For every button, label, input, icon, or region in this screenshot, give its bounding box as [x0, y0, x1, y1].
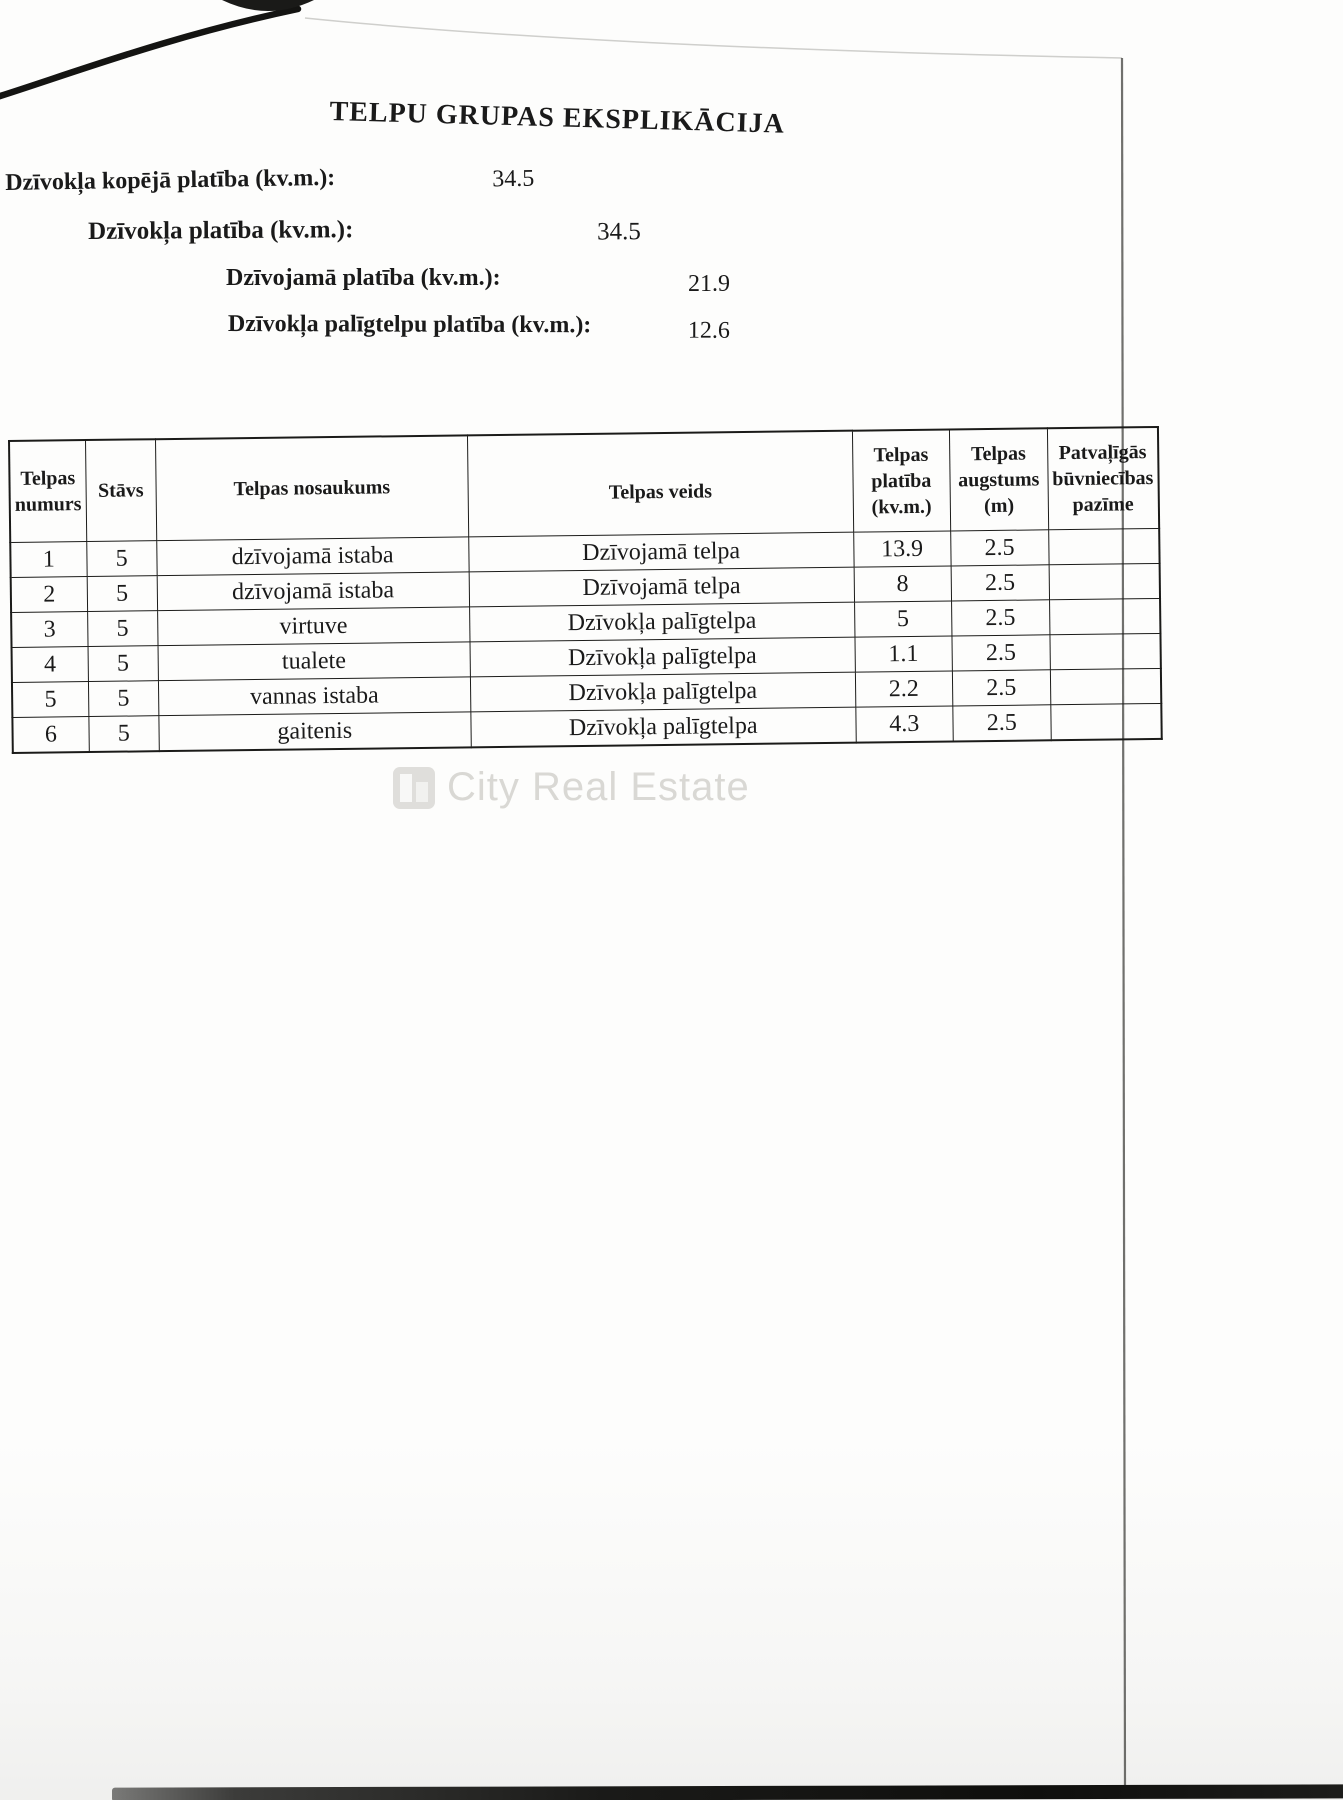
- watermark-text: City Real Estate: [447, 765, 750, 809]
- table-cell: 2.5: [952, 635, 1050, 671]
- table-cell: 5: [86, 541, 156, 577]
- logo-mark: [416, 782, 428, 802]
- table-cell: 2.5: [951, 600, 1049, 636]
- summary-row-auxiliary-area: [227, 311, 730, 344]
- table-header-cell-illegal-construction: Patvaļīgās būvniecības pazīme: [1047, 427, 1159, 530]
- table-cell: 1: [10, 542, 87, 578]
- table-cell: 13.9: [853, 531, 950, 567]
- summary-row-living-area: [226, 265, 730, 297]
- table-cell: 2.5: [952, 670, 1050, 706]
- table-cell: 1.1: [855, 636, 952, 672]
- table-cell: 2.2: [855, 671, 952, 707]
- summary-row-total-area: [5, 164, 535, 197]
- table-cell: 8: [854, 566, 951, 602]
- summary-row-apartment-area: [88, 216, 641, 246]
- table-cell: Dzīvokļa palīgtelpa: [471, 707, 856, 747]
- table-cell: 6: [12, 717, 89, 753]
- table-cell: 3: [11, 612, 88, 648]
- table-cell: [1051, 703, 1162, 740]
- table-header-cell-room-number: Telpas numurs: [9, 440, 86, 542]
- table-cell: 2.5: [950, 530, 1048, 566]
- table-cell: 4.3: [856, 706, 953, 743]
- table-cell: Dzīvokļa palīgtelpa: [470, 672, 855, 712]
- summary-value: 34.5: [597, 218, 641, 246]
- table-cell: Dzīvokļa palīgtelpa: [469, 602, 854, 642]
- table-cell: dzīvojamā istaba: [156, 537, 468, 576]
- table-cell: 5: [12, 682, 89, 718]
- summary-label: Dzīvokļa palīgtelpu platība (kv.m.):: [227, 311, 592, 339]
- table-header-cell-floor: Stāvs: [85, 439, 156, 541]
- table-cell: 2.5: [953, 705, 1051, 742]
- summary-value: 12.6: [687, 317, 730, 344]
- table-cell: gaitenis: [159, 712, 471, 751]
- table-cell: vannas istaba: [158, 677, 470, 716]
- page-right-edge-line: [1122, 58, 1125, 1788]
- page-top-edge-line: [305, 18, 1122, 58]
- table-header-cell-room-height: Telpas augstums (m): [949, 428, 1048, 531]
- summary-value: 21.9: [688, 271, 730, 297]
- logo-mark: [400, 774, 412, 802]
- table-cell: [1049, 563, 1160, 599]
- table-cell: 4: [12, 647, 89, 683]
- table-cell: dzīvojamā istaba: [157, 572, 469, 611]
- table-header-cell-room-name: Telpas nosaukums: [155, 435, 468, 540]
- table-cell: 5: [88, 681, 158, 717]
- table-cell: 5: [854, 601, 951, 637]
- table-cell: [1048, 528, 1159, 564]
- explication-table: [8, 426, 1163, 754]
- summary-label: Dzīvokļa platība (kv.m.):: [88, 216, 354, 245]
- city-real-estate-logo-icon: [393, 767, 435, 809]
- table-header-row: [9, 427, 1159, 543]
- table-body: [10, 528, 1161, 753]
- top-edge-blob-artifact: [222, 0, 314, 11]
- table-header: [9, 427, 1159, 543]
- table-header-cell-room-type: Telpas veids: [467, 431, 853, 537]
- table-cell: [1049, 598, 1160, 634]
- table-cell: 5: [89, 716, 159, 752]
- table-cell: 5: [87, 576, 157, 612]
- table-cell: 2: [11, 577, 88, 613]
- summary-value: 34.5: [492, 165, 535, 193]
- scan-bottom-bar-artifact: [112, 1784, 1343, 1800]
- table-cell: 5: [88, 646, 158, 682]
- table-cell: Dzīvojamā telpa: [469, 567, 854, 607]
- watermark: [393, 765, 750, 810]
- table-cell: tualete: [158, 642, 470, 681]
- table-cell: Dzīvokļa palīgtelpa: [470, 637, 855, 677]
- table-cell: Dzīvojamā telpa: [468, 532, 853, 572]
- table-cell: 5: [87, 611, 157, 647]
- document-title: TELPU GRUPAS EKSPLIKĀCIJA: [329, 96, 786, 140]
- table-cell: [1050, 668, 1161, 704]
- page-corner-curve-artifact: [0, 9, 298, 97]
- summary-label: Dzīvokļa kopējā platība (kv.m.):: [5, 164, 336, 196]
- table-cell: [1050, 633, 1161, 669]
- table-cell: 2.5: [951, 565, 1049, 601]
- summary-label: Dzīvojamā platība (kv.m.):: [226, 265, 501, 291]
- table-cell: virtuve: [157, 607, 469, 646]
- table-header-cell-room-area: Telpas platība (kv.m.): [852, 430, 950, 533]
